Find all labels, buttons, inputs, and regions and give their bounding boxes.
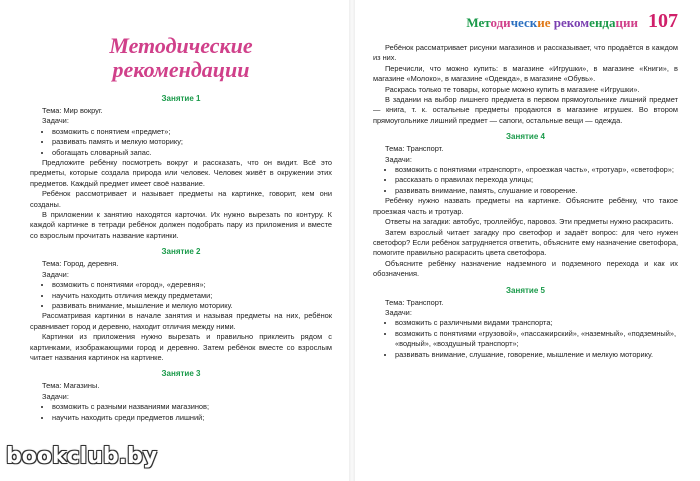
paragraph: В приложении к занятию находятся карточки. Их нужно вырезать по контуру. К каждой картинке в тетради ребёнок должен подобрать пару из приложения и вместе со взрослым прочитать название картинки. [30,210,332,240]
task-item: • возможить с разными названиями магазинов; [52,402,332,412]
lesson-3-tasks-label: Задачи: [42,391,69,401]
lesson-2-heading: Занятие 2 [161,247,201,257]
paragraph: Рассматривая картинки в начале занятия и называя предметы на них, ребёнок сравнивает город и деревню, находит отличия между ними. [30,311,332,331]
task-item: • возможить с понятиями «транспорт», «проезжая часть», «тротуар», «светофор»; [395,165,678,175]
paragraph: Перечисли, что можно купить: в магазине «Игрушки», в магазине «Книги», в магазине «Молоко», в магазине «Одежда», в магазине «Обувь». [373,63,678,84]
task-item: • возможить с различными видами транспорта; [395,318,678,328]
lesson-4-tasks [373,165,678,196]
task-item: • развивать внимание, память, слушание и говорение. [395,186,678,196]
paragraph: Картинки из приложения нужно вырезать и правильно приклеить рядом с картинками, изображающими город и деревню. Затем ребёнок вместе со взрослым читает названия картинок на картинке. [30,332,332,362]
page-number: 107 [648,10,678,32]
lesson-5-heading: Занятие 5 [506,285,545,295]
paragraph: Ответы на загадки: автобус, троллейбус, паровоз. Эти предметы нужно раскрасить. [385,217,674,227]
task-item: • обогащать словарный запас. [52,148,332,158]
lesson-5-topic: Тема: Транспорт. [385,297,444,307]
paragraph: Ребёнок рассмотривает и называет предметы на картинке, говорит, кем они созданы. [30,189,332,209]
lesson-4-heading: Занятие 4 [506,132,545,142]
task-item: • рассказать о правилах перехода улицы; [395,175,678,185]
lesson-3-tasks [30,402,332,423]
task-item: • возможить с понятиями «грузовой», «пассажирский», «наземный», «подземный», «водный», «воздушный транспорт»; [395,329,678,350]
lesson-1-heading: Занятие 1 [161,94,201,103]
watermark-logo: bookclub.by [6,444,158,469]
lesson-4-tasks-label: Задачи: [385,154,412,164]
task-item: • развивать память и мелкую моторику; [52,137,332,147]
right-page [355,0,700,481]
section-title-line1: Методические [109,33,253,58]
paragraph: Объясните ребёнку назначение надземного и подземного перехода и как их обозначения. [373,258,678,279]
paragraph: В задании на выбор лишнего предмета в первом прямоугольнике лишний предмет — книга, т. к. остальные предметы продаются в магазине игрушек. Во втором прямоугольнике лишний предмет — сапоги, остальные вещи — одежда. [373,95,678,125]
task-item: • развивать внимание, мышление и мелкую моторику. [52,301,332,311]
paragraph: Ребёнку нужно назвать предметы на картинке. Объясните ребёнку, что такое проезжая часть и тротуар. [373,196,678,216]
task-item: • научить находить среди предметов лишний; [52,413,332,423]
lesson-3-topic: Тема: Магазины. [42,381,100,391]
paragraph: Предложите ребёнку посмотреть вокруг и рассказать, что он видит. Всё это предметы, которые создала природа или человек. Человек живёт в окружении этих предметов. Каждый предмет имеет своё название. [30,158,332,188]
lesson-1-tasks [30,127,332,158]
section-title-line2: рекомендации [112,57,250,82]
task-item: • возможить с понятием «предмет»; [52,127,332,137]
lesson-5-tasks-label: Задачи: [385,307,412,317]
task-item: • возможить с понятиями «город», «деревня»; [52,280,332,290]
lesson-2-tasks-label: Задачи: [42,269,69,279]
paragraph: Ребёнок рассматривает рисунки магазинов и рассказывает, что продаётся в каждом из них. [373,43,678,63]
lesson-3-heading: Занятие 3 [161,369,201,379]
paragraph: Затем взрослый читает загадку про светофор и задаёт вопрос: для чего нужен светофор? Если ребёнок затрудняется ответить, объясните ему назначение светофора, помогите правильно раскрасить цвета светофора. [373,227,678,258]
lesson-2-topic: Тема: Город, деревня. [42,259,119,269]
lesson-1-tasks-label: Задачи: [42,116,69,126]
lesson-1-topic: Тема: Мир вокруг. [42,106,103,115]
running-header [373,10,678,33]
paragraph: Раскрась только те товары, которые можно купить в магазине «Игрушки». [385,84,640,94]
lesson-2-tasks [30,280,332,311]
lesson-5-tasks [373,318,678,360]
task-item: • развивать внимание, слушание, говорение, мышление и мелкую моторику. [395,350,678,360]
task-item: • научить находить отличия между предметами; [52,291,332,301]
section-title [30,34,332,82]
lesson-4-topic: Тема: Транспорт. [385,144,444,154]
running-title: Методические рекомендации [466,15,638,30]
